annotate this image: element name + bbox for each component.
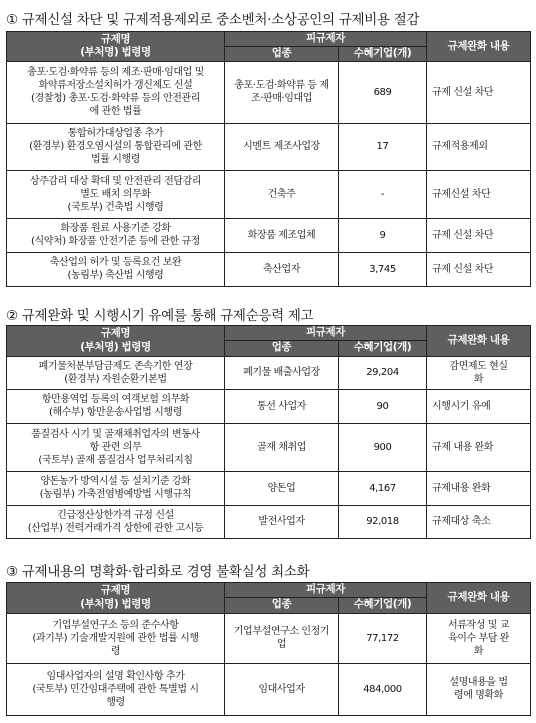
count-cell: 90 bbox=[339, 389, 427, 423]
content-cell: 규제 신설 차단 bbox=[427, 218, 531, 252]
content-cell: 설명내용을 법 령에 명확화 bbox=[427, 663, 531, 715]
count-cell: 3,745 bbox=[339, 252, 427, 286]
industry-cell: 축산업자 bbox=[225, 252, 339, 286]
header-industry: 업종 bbox=[225, 597, 339, 613]
section-3-table bbox=[6, 582, 531, 716]
law-cell: 기업부설연구소 등의 준수사항 (과기부) 기술개발지원에 관한 법률 시행 령 bbox=[7, 613, 225, 663]
count-cell: 689 bbox=[339, 61, 427, 123]
table-row bbox=[7, 218, 531, 252]
table-row bbox=[7, 356, 531, 389]
content-cell: 규제신설 차단 bbox=[427, 170, 531, 218]
law-cell: 임대사업자의 설명 확인사항 추가 (국토부) 민간임대주택에 관한 특별법 시 행령 bbox=[7, 663, 225, 715]
table-row bbox=[7, 471, 531, 505]
section-1-title: ① 규제신설 차단 및 규제적용제외로 중소벤처·소상공인의 규제비용 절감 bbox=[6, 12, 420, 28]
count-cell: 77,172 bbox=[339, 613, 427, 663]
table-row bbox=[7, 61, 531, 123]
content-cell: 규제 신설 차단 bbox=[427, 61, 531, 123]
header-content: 규제완화 내용 bbox=[427, 326, 531, 357]
section-2-table bbox=[6, 325, 531, 539]
header-beneficiary: 수혜기업(개) bbox=[339, 46, 427, 61]
count-cell: 29,204 bbox=[339, 356, 427, 389]
industry-cell: 총포·도검·화약류 등 제 조·판매·임대업 bbox=[225, 61, 339, 123]
law-cell: 상주감리 대상 확대 및 안전관리 전담감리 별도 배치 의무화 (국토부) 건축법 시행령 bbox=[7, 170, 225, 218]
table-row bbox=[7, 505, 531, 538]
count-cell: 4,167 bbox=[339, 471, 427, 505]
content-cell: 서류작성 및 교 육이수 부담 완 화 bbox=[427, 613, 531, 663]
law-cell: 총포·도검·화약류 등의 제조·판매·임대업 및 화약류저장소설치허가 갱신제도 신설 (경찰청) 총포·도검·화약류 등의 안전관리 에 관한 법률 bbox=[7, 61, 225, 123]
section-3-title: ③ 규제내용의 명확화·합리화로 경영 불확실성 최소화 bbox=[6, 564, 310, 580]
industry-cell: 시멘트 제조사업장 bbox=[225, 123, 339, 170]
industry-cell: 양돈업 bbox=[225, 471, 339, 505]
table-row bbox=[7, 663, 531, 715]
table-row bbox=[7, 389, 531, 423]
content-cell: 규제 신설 차단 bbox=[427, 252, 531, 286]
table-row bbox=[7, 613, 531, 663]
industry-cell: 기업부설연구소 인정기 업 bbox=[225, 613, 339, 663]
table-row bbox=[7, 252, 531, 286]
header-regulated-party: 피규제자 bbox=[225, 32, 427, 47]
header-regulated-party: 피규제자 bbox=[225, 326, 427, 341]
header-law: 규제명 (부처명) 법령명 bbox=[7, 326, 225, 357]
law-cell: 통합허가대상업종 추가 (환경부) 환경오염시설의 통합관리에 관한 법률 시행령 bbox=[7, 123, 225, 170]
header-industry: 업종 bbox=[225, 340, 339, 356]
law-cell: 화장품 원료 사용기준 강화 (식약처) 화장품 안전기준 등에 관한 규정 bbox=[7, 218, 225, 252]
header-content: 규제완화 내용 bbox=[427, 32, 531, 62]
content-cell: 규제적용제외 bbox=[427, 123, 531, 170]
header-law: 규제명 (부처명) 법령명 bbox=[7, 32, 225, 62]
section-1-table bbox=[6, 31, 531, 287]
law-cell: 폐기물처분부담금제도 존속기한 연장 (환경부) 자원순환기본법 bbox=[7, 356, 225, 389]
header-content: 규제완화 내용 bbox=[427, 583, 531, 614]
header-industry: 업종 bbox=[225, 46, 339, 61]
industry-cell: 건축주 bbox=[225, 170, 339, 218]
count-cell: 9 bbox=[339, 218, 427, 252]
content-cell: 시행시기 유예 bbox=[427, 389, 531, 423]
count-cell: 92,018 bbox=[339, 505, 427, 538]
law-cell: 양돈농가 방역시설 등 설치기준 강화 (농림부) 가축전염병예방법 시행규칙 bbox=[7, 471, 225, 505]
industry-cell: 임대사업자 bbox=[225, 663, 339, 715]
content-cell: 규제 내용 완화 bbox=[427, 423, 531, 471]
content-cell: 규제대상 축소 bbox=[427, 505, 531, 538]
table-row bbox=[7, 170, 531, 218]
law-cell: 품질검사 시기 및 골재채취업자의 변동사 항 관련 의무 (국토부) 골재 품질검사 업무처리지침 bbox=[7, 423, 225, 471]
header-regulated-party: 피규제자 bbox=[225, 583, 427, 598]
content-cell: 감면제도 현실 화 bbox=[427, 356, 531, 389]
header-beneficiary: 수혜기업(개) bbox=[339, 597, 427, 613]
count-cell: 900 bbox=[339, 423, 427, 471]
header-law: 규제명 (부처명) 법령명 bbox=[7, 583, 225, 614]
industry-cell: 폐기물 배출사업장 bbox=[225, 356, 339, 389]
table-row bbox=[7, 423, 531, 471]
count-cell: - bbox=[339, 170, 427, 218]
industry-cell: 골재 채취업 bbox=[225, 423, 339, 471]
law-cell: 긴급정산상한가격 규정 신설 (산업부) 전력거래가격 상한에 관한 고시등 bbox=[7, 505, 225, 538]
header-beneficiary: 수혜기업(개) bbox=[339, 340, 427, 356]
count-cell: 484,000 bbox=[339, 663, 427, 715]
law-cell: 축산업의 허가 및 등록요건 보완 (농림부) 축산법 시행령 bbox=[7, 252, 225, 286]
content-cell: 규제내용 완화 bbox=[427, 471, 531, 505]
law-cell: 항만용역업 등록의 여객보험 의무화 (해수부) 항만운송사업법 시행령 bbox=[7, 389, 225, 423]
industry-cell: 통선 사업자 bbox=[225, 389, 339, 423]
industry-cell: 화장품 제조업체 bbox=[225, 218, 339, 252]
table-row bbox=[7, 123, 531, 170]
industry-cell: 발전사업자 bbox=[225, 505, 339, 538]
section-2-title: ② 규제완화 및 시행시기 유예를 통해 규제순응력 제고 bbox=[6, 308, 314, 324]
count-cell: 17 bbox=[339, 123, 427, 170]
